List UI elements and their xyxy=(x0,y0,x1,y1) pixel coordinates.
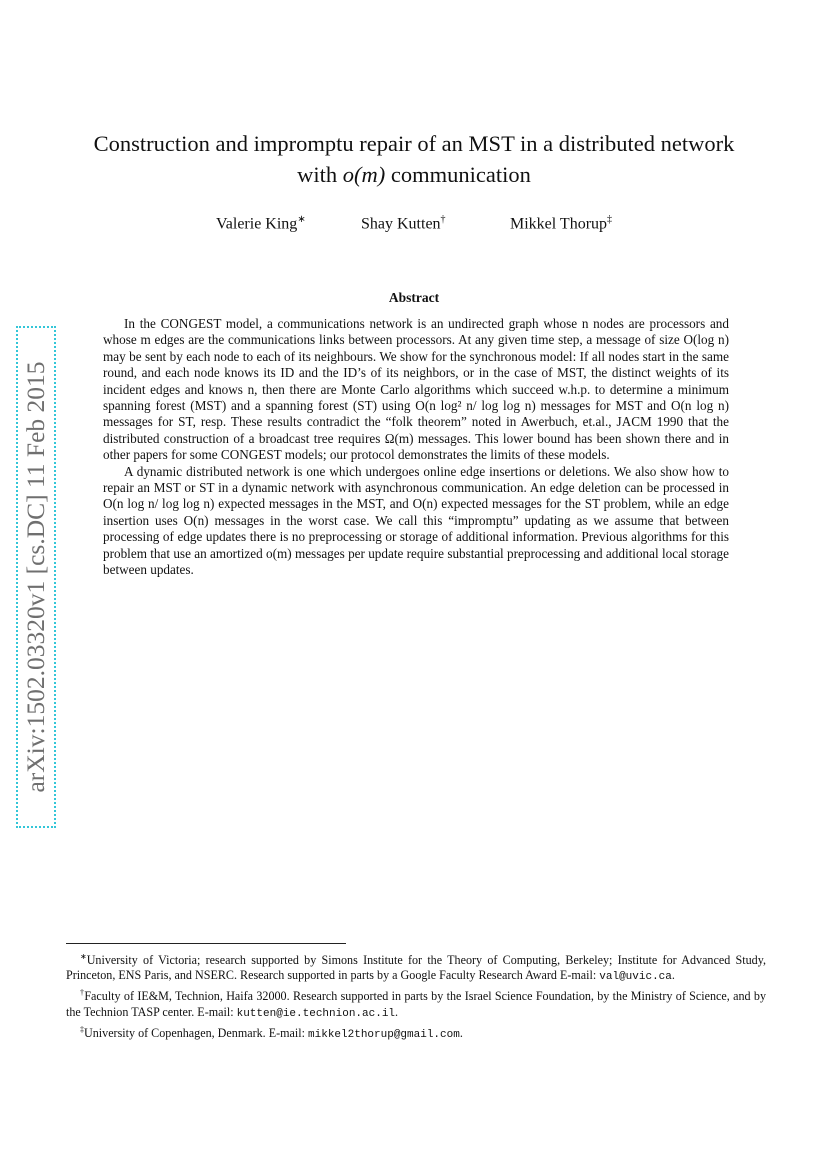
footnote-email[interactable]: mikkel2thorup@gmail.com xyxy=(308,1028,460,1041)
abstract-paragraph: A dynamic distributed network is one which undergoes online edge insertions or deletions. We also show how to repair an MST or ST in a dynamic network with asynchronous communication. An edge deletion can be processed in O(n log n/ log log n) expected messages in the MST, and O(n) expected messages for the ST problem, while an edge insertion uses O(n) messages in the worst case. We call this “impromptu” updating as we assume that between processing of edge updates there is no preprocessing or storage of additional information. Previous algorithms for this problem that use an amortized o(m) messages per update require substantial preprocessing and additional local storage between updates. xyxy=(103,463,729,578)
arxiv-stamp xyxy=(16,326,56,828)
footnote-text: Faculty of IE&M, Technion, Haifa 32000. Research supported in parts by the Israel Science Foundation, by the Ministry of Science, and by the Technion TASP center. E-mail: xyxy=(66,989,766,1019)
arxiv-identifier: arXiv:1502.03320v1 [cs.DC] 11 Feb 2015 xyxy=(21,361,50,793)
abstract-heading: Abstract xyxy=(388,290,440,305)
author-name: Valerie King xyxy=(216,215,298,233)
author-mark: ‡ xyxy=(607,214,613,225)
author-king xyxy=(216,214,306,233)
title-line-1: Construction and impromptu repair of an MST in a distributed network xyxy=(93,131,735,156)
author-name: Mikkel Thorup xyxy=(510,215,608,233)
title-line-2 xyxy=(60,159,768,190)
footnotes xyxy=(66,949,766,1043)
footnote-end: . xyxy=(671,968,675,983)
footnote-mark: ‡ xyxy=(80,1024,84,1034)
abstract-paragraph: In the CONGEST model, a communications network is an undirected graph whose n nodes are processors and whose m edges are the communications links between processors. At any given time step, a message of size O(log n) may be sent by each node to each of its neighbours. We show for the synchronous model: If all nodes start in the same round, and each node knows its ID and the ID’s of its neighbors, or in the case of MST, the distinct weights of its incident edges and knows n, then there are Monte Carlo algorithms which succeed w.h.p. to determine a minimum spanning forest (MST) and a spanning forest (ST) using O(n log² n/ log log n) messages for MST and O(n log n) messages for ST, resp. These results contradict the “folk theorem” noted in Awerbuch, et.al., JACM 1990 that the distributed construction of a broadcast tree requires Ω(m) messages. This lower bound has been shown there and in other papers for some CONGEST models; our protocol demonstrates the limits of these models. xyxy=(103,316,729,463)
footnote-email[interactable]: val@uvic.ca xyxy=(599,971,672,984)
author-list xyxy=(0,214,828,236)
footnote-end: . xyxy=(459,1025,463,1040)
footnote-mark: † xyxy=(80,988,85,998)
author-mark: † xyxy=(440,214,446,225)
footnote-item xyxy=(66,949,766,985)
title-math: o(m) xyxy=(342,162,386,187)
footnote-divider xyxy=(66,943,346,944)
abstract-body xyxy=(103,316,729,579)
footnote-item xyxy=(66,985,766,1021)
footnote-email[interactable]: kutten@ie.technion.ac.il xyxy=(236,1007,396,1020)
author-mark: ∗ xyxy=(297,214,306,225)
author-kutten xyxy=(361,214,446,233)
footnote-item xyxy=(66,1022,766,1043)
footnote-end: . xyxy=(395,1004,399,1019)
title-line-2-suffix: communication xyxy=(385,162,531,187)
author-thorup xyxy=(510,214,612,233)
title-line-2-prefix: with xyxy=(297,162,343,187)
footnote-mark: ∗ xyxy=(80,952,87,961)
paper-title xyxy=(60,128,768,190)
author-name: Shay Kutten xyxy=(361,215,441,233)
footnote-text: University of Copenhagen, Denmark. E-mail: xyxy=(84,1025,309,1040)
footnote-text: University of Victoria; research supported by Simons Institute for the Theory of Computing, Berkeley; Institute for Advanced Study, Princeton, ENS Paris, and NSERC. Research supported in parts by a Google Faculty Research Award E-mail: xyxy=(66,953,766,983)
